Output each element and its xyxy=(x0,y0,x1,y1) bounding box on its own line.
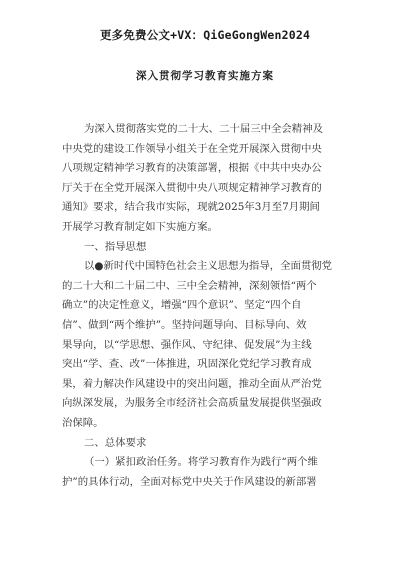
paragraph-line: 以●新时代中国特色社会主义思想为指导，全面贯彻党 xyxy=(84,260,333,273)
paragraph-line: 厅关于在全党开展深入贯彻中央八项规定精神学习教育的 xyxy=(62,181,322,194)
watermark-header: 更多免费公文+VX：QiGeGongWen2024 xyxy=(99,28,311,42)
paragraph-line: （一）紧扣政治任务。将学习教育作为践行“两个维 xyxy=(84,456,318,469)
document-body xyxy=(62,120,354,492)
paragraph-line: 为深入贯彻落实党的二十大、二十届三中全会精神及 xyxy=(84,123,323,135)
paragraph-line: 信”、做到“两个维护”。坚持问题导向、目标导向、效 xyxy=(62,318,307,331)
paragraph-line: 治保障。 xyxy=(62,416,104,429)
section-heading: 二、总体要求 xyxy=(84,436,147,449)
paragraph-line: 果，着力解决作风建设中的突出问题，推动全面从严治党 xyxy=(62,377,322,390)
paragraph-line: 护”的具体行动，全面对标党中央关于作风建设的新部署 xyxy=(62,475,317,488)
paragraph-line: 果导向，以“学思想、强作风、守纪律、促发展”为主线 xyxy=(62,338,312,351)
paragraph-line: 的二十大和二十届二中、三中全会精神，深刻领悟“两个 xyxy=(62,279,317,292)
paragraph-line: 中央党的建设工作领导小组关于在全党开展深入贯彻中央 xyxy=(62,142,322,155)
paragraph-line: 开展学习教育制定如下实施方案。 xyxy=(62,220,218,233)
paragraph-line: 突出“学、查、改”一体推进，巩固深化党纪学习教育成 xyxy=(62,358,312,371)
paragraph-line: 八项规定精神学习教育的决策部署，根据《中共中央办公 xyxy=(62,162,322,175)
paragraph-line: 通知》要求，结合我市实际，现就2025年3月至7月期间 xyxy=(62,201,320,214)
paragraph-line: 向纵深发展，为服务全市经济社会高质量发展提供坚强政 xyxy=(62,397,322,410)
paragraph-line: 确立”的决定性意义，增强“四个意识”、坚定“四个自 xyxy=(62,299,302,312)
section-heading: 一、指导思想 xyxy=(84,240,147,253)
document-title: 深入贯彻学习教育实施方案 xyxy=(136,70,274,82)
